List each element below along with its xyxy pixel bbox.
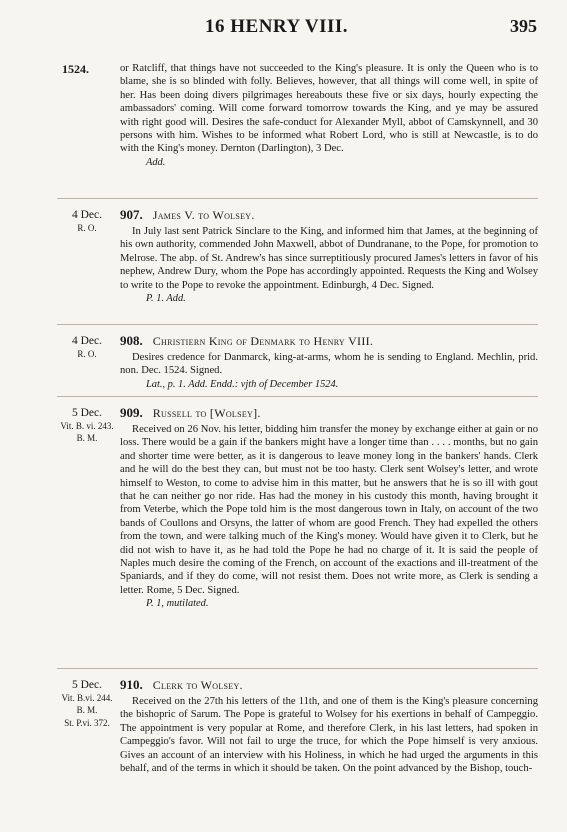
entry-continuation-text: or Ratcliff, that things have not succeeded to the King's pleasure. It is only the Queen who is to blame, she is so blinded with folly. Believes, however, that all things will come well, in spite of her. Has been doing divers pilgrimages hereabouts these five or six days, hourly expecting the ambassadors' coming. Will come forward tomorrow towards the King, and ye may be assured with right good will. Desires the safe-conduct for Alexander Myll, abbot of Camskynnell, and 30 persons with him. Wishes to be informed what Robert Lord, who is still at Newcastle, is to do with the King's money. Dernton (Darlington), 3 Dec. [120,63,538,155]
entry-source: St. P.vi. 372. [64,717,110,728]
year-label: 1524. [62,62,89,76]
entry-title: Clerk to Wolsey. [152,678,243,692]
entry-source: R. O. [77,348,97,359]
entry-continuation [120,62,538,169]
entry-number: 908. [120,333,143,348]
entry-text: In July last sent Patrick Sinclare to the King, and informed him that James, at the beginning of his own authority, commended John Maxwell, abbot of Dundranane, to the Pope, for promotion to Melrose. The abp. of St. Andrew's has since surreptitiously procured James's letters in favor of his nephew, Andrew Dury, whom the Pope has accordingly appointed. Requests the King and Wolsey to write to the Pope to revoke the appointment. Edinburgh, 4 Dec. Signed. [120,226,538,291]
entry-907 [120,207,538,305]
entry-text: Received on the 27th his letters of the 11th, and one of them is the King's pleasure concerning the bishopric of Sarum. The Pope is grateful to Wolsey for his exertions in behalf of Campeggio. The appointment is very popular at Rome, and therefore Clerk, in his last letters, had spoken in Campeggio's favor. Will not fail to urge the truce, for which the Pope himself is very anxious. Gives an account of an interview with his Holiness, in which he had urged the arguments in this behalf, and of the terms in which it should be taken. On the point advanced by the Bishop, touch- [120,696,538,775]
entry-number: 910. [120,677,143,692]
entry-heading [120,677,538,693]
entry-date: 5 Dec. [71,407,102,419]
entry-text: Received on 26 Nov. his letter, bidding him transfer the money by exchange either at gain or no loss. There would be a gain if the bankers might have a longer time than . . . . months, but no gain and shorter time were better, as it is dangerous to leave money long in the bankers' hands. Clerk and he will do the best they can, but must not be too hasty. Clerk sent Wolsey's letter, and wrote himself to Weston, to come to advise him in this matter, but he answers that he is so ill with gout that he can neither go nor ride. Has had the money in his custody this month, having brought it from Veterbe, which the Pope told him is the most dangerous town in Italy, on account of the two bands of Coullons and Orsyns, the latter of whom are good French. They had expelled the others from the town, and were talking much of the King's money. Would have given it to Clerk, but he did not wish to have it, as he had told the Pope he had no charge of it. It is said the people of Naples much desire the coming of the French, on account of the exactions and ill-treatment of the Spaniards, and if they do come, will not resist them. Does not write more, as Clerk is sending a letter. Rome, 5 Dec. Signed. [120,424,538,596]
entry-910 [120,677,538,775]
entry-source: Vit. B. vi. 243. [60,420,114,431]
entry-number: 907. [120,207,143,222]
margin-note [58,679,116,729]
running-title: 16 HENRY VIII. [205,16,349,37]
entry-date: 5 Dec. [71,679,102,691]
margin-note [58,407,116,445]
divider [57,198,538,199]
entry-heading [120,207,538,223]
margin-note [58,335,116,360]
entry-text: Desires credence for Danmarck, king-at-arms, whom he is sending to England. Mechlin, prid. non. Dec. 1524. Signed. [120,352,538,377]
divider [57,324,538,325]
entry-number: 909. [120,405,143,420]
entry-note: P. 1. Add. [146,293,186,305]
page-number: 395 [510,16,537,36]
entry-source: R. O. [77,222,97,233]
divider [57,396,538,397]
entry-title: Russell to [Wolsey]. [152,406,261,420]
entry-title: James V. to Wolsey. [152,208,255,222]
entry-date: 4 Dec. [71,209,102,221]
entry-date: 4 Dec. [71,335,102,347]
page-header [0,12,567,42]
entry-note: Lat., p. 1. Add. Endd.: vjth of December 1524. [146,378,339,390]
entry-heading [120,405,538,421]
divider [57,668,538,669]
entry-continuation-note: Add. [146,156,166,168]
margin-note [58,209,116,234]
entry-908 [120,333,538,391]
entry-title: Christiern King of Denmark to Henry VIII. [152,334,374,348]
entry-note: P. 1, mutilated. [146,598,209,610]
entry-source: B. M. [76,433,98,443]
entry-source: B. M. [76,705,98,715]
entry-heading [120,333,538,349]
entry-909 [120,405,538,610]
entry-source: Vit. B.vi. 244. [61,692,113,703]
